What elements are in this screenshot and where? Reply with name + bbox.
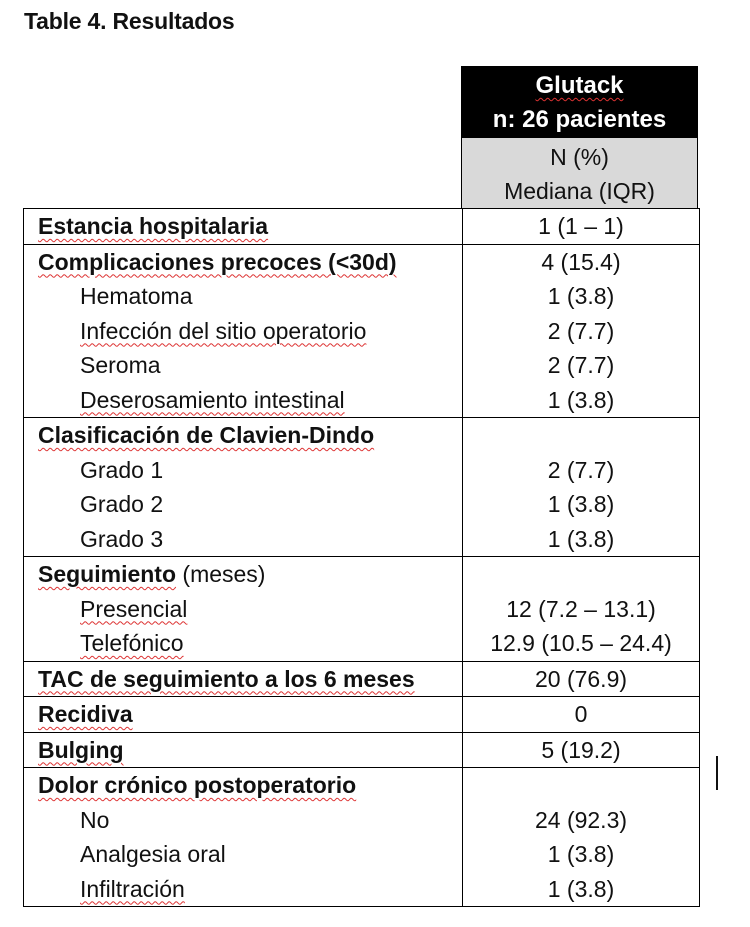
row-value (463, 418, 699, 453)
table-row (24, 768, 700, 907)
table-row (24, 661, 700, 697)
row-label: Recidiva (38, 701, 133, 727)
row-label: TAC de seguimiento a los 6 meses (38, 665, 415, 692)
row-label-cell (24, 732, 463, 768)
table-row (24, 697, 700, 733)
row-sublabel: Telefónico (80, 630, 184, 656)
row-value-cell (463, 418, 700, 557)
row-value (463, 557, 699, 592)
row-value-cell (463, 732, 700, 768)
row-sublabel: Hematoma (80, 283, 193, 309)
row-value: 20 (76.9) (534, 665, 628, 692)
row-label-cell (24, 244, 463, 418)
row-label: Seguimiento (38, 561, 177, 587)
text-cursor (716, 756, 718, 790)
row-value: 12 (7.2 – 13.1) (506, 595, 656, 622)
table-row (24, 732, 700, 768)
row-value: 1 (3.8) (547, 875, 615, 902)
row-value-cell (463, 557, 700, 662)
row-value-cell (463, 661, 700, 697)
row-value: 1 (3.8) (547, 841, 615, 867)
row-value: 2 (7.7) (547, 317, 615, 344)
row-sublabel: Grado 2 (80, 491, 164, 517)
row-value: 1 (3.8) (547, 491, 615, 517)
table-title: Table 4. Resultados (24, 8, 235, 34)
row-value: 1 (1 – 1) (538, 213, 624, 239)
row-label-cell (24, 768, 463, 907)
row-sublabel: Infección del sitio operatorio (80, 317, 367, 344)
header-group-cell (461, 66, 698, 138)
row-value: 1 (3.8) (547, 283, 615, 309)
row-value (463, 768, 699, 803)
row-value: 24 (92.3) (534, 806, 628, 833)
row-label: Clasificación de Clavien-Dindo (38, 422, 375, 448)
row-label: Complicaciones precoces (<30d) (38, 248, 397, 275)
header-stat-median: Mediana (IQR) (504, 178, 655, 204)
table-row (24, 209, 700, 245)
row-sublabel: Grado 3 (80, 525, 164, 552)
row-value-cell (463, 209, 700, 245)
row-sublabel: Analgesia oral (80, 841, 226, 867)
row-label-cell (24, 209, 463, 245)
row-value: 1 (3.8) (547, 525, 615, 552)
row-label: Estancia hospitalaria (38, 213, 269, 239)
row-label: Dolor crónico postoperatorio (38, 772, 357, 798)
row-value: 0 (574, 701, 588, 727)
header-group-name: Glutack (535, 72, 624, 99)
row-value: 2 (7.7) (547, 352, 615, 378)
row-label-unit: (meses) (182, 561, 266, 587)
row-sublabel: Grado 1 (80, 456, 164, 483)
row-label-cell (24, 697, 463, 733)
table-row (24, 244, 700, 418)
row-value: 5 (19.2) (541, 736, 621, 763)
row-sublabel: Seroma (80, 352, 161, 378)
header-stat-percent: N (%) (550, 144, 609, 170)
table-row (24, 557, 700, 662)
row-sublabel: Presencial (80, 595, 188, 622)
row-value-cell (463, 244, 700, 418)
row-value-cell (463, 768, 700, 907)
row-sublabel: Deserosamiento intestinal (80, 386, 345, 413)
row-value-cell (463, 697, 700, 733)
row-value: 2 (7.7) (547, 456, 615, 483)
header-stat-cell (461, 138, 698, 208)
row-label-cell (24, 418, 463, 557)
table-row (24, 418, 700, 557)
row-value: 4 (15.4) (541, 248, 621, 275)
row-sublabel: No (80, 806, 110, 833)
row-label-cell (24, 557, 463, 662)
header-sample-size: n: 26 pacientes (492, 106, 667, 133)
row-label-cell (24, 661, 463, 697)
row-label: Bulging (38, 736, 124, 763)
row-value: 1 (3.8) (547, 386, 615, 413)
row-sublabel: Infiltración (80, 875, 185, 902)
row-value: 12.9 (10.5 – 24.4) (490, 630, 672, 656)
results-table (23, 208, 700, 907)
